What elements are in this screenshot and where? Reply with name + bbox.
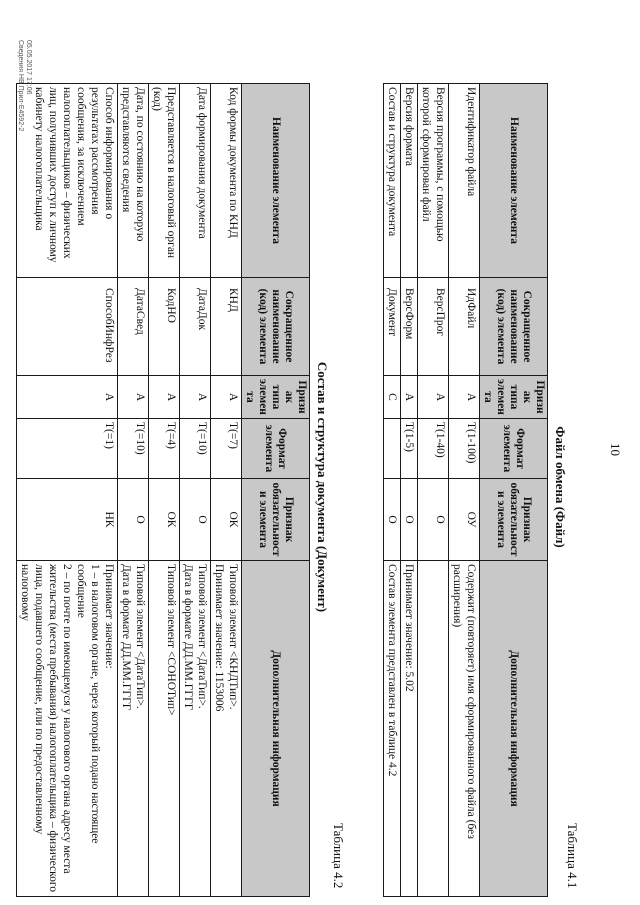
table-row — [118, 84, 149, 897]
cell-element-code: СпособИнфРез — [17, 278, 118, 376]
cell-element-type: А — [118, 376, 149, 419]
cell-element-code: ДатаДок — [180, 278, 211, 376]
header-cell: Признак обязательности элемента — [480, 479, 548, 561]
info-line: Дата в формате ДД.ММ.ГГГГ — [182, 564, 194, 711]
cell-element-required: О — [418, 479, 449, 561]
cell-element-name: Представляется в налоговый орган (код) — [149, 84, 180, 278]
cell-element-required: О — [384, 479, 401, 561]
cell-element-required: ОК — [211, 479, 242, 561]
cell-element-name: Состав и структура документа — [384, 84, 401, 278]
table-row — [384, 84, 401, 897]
cell-element-format: Т(1-100) — [449, 419, 480, 479]
cell-element-info: Принимает значение: 5.02 — [401, 561, 418, 897]
info-line: 1 – в налоговом органе, через который подано настоящее сообщение — [75, 564, 101, 844]
cell-element-info — [211, 561, 242, 897]
table-header-row — [242, 84, 310, 897]
cell-element-name: Версия формата — [401, 84, 418, 278]
header-cell: Наименование элемента — [480, 84, 548, 278]
cell-element-code: ВерсФорм — [401, 278, 418, 376]
info-line: Принимает значение: 1153006 — [213, 564, 225, 712]
cell-element-format: Т(=10) — [118, 419, 149, 479]
table-row — [211, 84, 242, 897]
cell-element-name: Код формы документа по КНД — [211, 84, 242, 278]
table-header-row — [480, 84, 548, 897]
header-cell: Сокращенное наименование (код) элемента — [480, 278, 548, 376]
cell-element-type: А — [418, 376, 449, 419]
table-row — [17, 84, 118, 897]
info-line: Типовой элемент <КНДТип>. — [227, 564, 239, 710]
table-4-1-caption: Файл обмена (Файл) — [553, 426, 568, 548]
cell-element-info — [17, 561, 118, 897]
cell-element-required: НК — [17, 479, 118, 561]
table-4-1 — [383, 83, 548, 897]
cell-element-info — [418, 561, 449, 897]
cell-element-info: Состав элемента представлен в таблице 4.2 — [384, 561, 401, 897]
cell-element-format: Т(=1) — [17, 419, 118, 479]
cell-element-format: Т(1-5) — [401, 419, 418, 479]
cell-element-required: О — [118, 479, 149, 561]
cell-element-name: Способ информирования о результатах рассмотрения сообщения, за исключением налогоплательщиков – физических лиц, получивших доступ к личному кабинету налогоплательщика — [17, 84, 118, 278]
cell-element-name: Дата, по состоянию на которую представляются сведения — [118, 84, 149, 278]
cell-element-info: Содержит (повторяет) имя сформированного файла (без расширения) — [449, 561, 480, 897]
cell-element-format: Т(1-40) — [418, 419, 449, 479]
table-row — [401, 84, 418, 897]
info-line: Принимает значение: — [103, 564, 115, 669]
page-number: 10 — [608, 443, 623, 456]
cell-element-name: Дата формирования документа — [180, 84, 211, 278]
info-line: Типовой элемент <СОНОТип> — [165, 564, 177, 716]
cell-element-required: О — [180, 479, 211, 561]
header-cell: Формат элемента — [242, 419, 310, 479]
table-row — [149, 84, 180, 897]
info-line: Дата в формате ДД.ММ.ГГГГ — [120, 564, 132, 711]
cell-element-type: А — [401, 376, 418, 419]
header-cell: Формат элемента — [480, 419, 548, 479]
cell-element-format: Т(=10) — [180, 419, 211, 479]
cell-element-type: А — [449, 376, 480, 419]
table-4-2-caption: Состав и структура документа (Документ) — [315, 361, 330, 613]
cell-element-info — [149, 561, 180, 897]
cell-element-code: ДатаСвед — [118, 278, 149, 376]
cell-element-format — [384, 419, 401, 479]
table-row — [449, 84, 480, 897]
stamp-line: Сведения НВ Прил-Е4592-2 — [17, 40, 24, 132]
cell-element-code: ВерсПрог — [418, 278, 449, 376]
header-cell: Признак обязательности элемента — [242, 479, 310, 561]
header-cell: Сокращенное наименование (код) элемента — [242, 278, 310, 376]
document-stamp — [16, 40, 32, 131]
cell-element-type: С — [384, 376, 401, 419]
cell-element-code: КодНО — [149, 278, 180, 376]
info-line: 2 – по почте по имеющемуся у налогового органа адресу места жительства (места пребывания) налогоплательщика – физического лица, подавшего сообщение, или по предоставленному налоговому — [19, 564, 73, 893]
cell-element-type: А — [211, 376, 242, 419]
cell-element-name: Идентификатор файла — [449, 84, 480, 278]
cell-element-code: КНД — [211, 278, 242, 376]
header-cell: Признак типа элемента — [242, 376, 310, 419]
cell-element-required: ОУ — [449, 479, 480, 561]
cell-element-type: А — [17, 376, 118, 419]
cell-element-info — [118, 561, 149, 897]
table-row — [180, 84, 211, 897]
header-cell: Наименование элемента — [242, 84, 310, 278]
header-cell: Дополнительная информация — [242, 561, 310, 897]
header-cell: Признак типа элемента — [480, 376, 548, 419]
cell-element-type: А — [180, 376, 211, 419]
table-4-2 — [16, 83, 310, 897]
cell-element-info — [180, 561, 211, 897]
cell-element-format: Т(=4) — [149, 419, 180, 479]
stamp-line: 05.05.2017 17:06 — [25, 40, 32, 95]
cell-element-required: О — [401, 479, 418, 561]
cell-element-name: Версия программы, с помощью которой сформирован файл — [418, 84, 449, 278]
info-line: Типовой элемент <ДатаТип>. — [134, 564, 146, 709]
cell-element-required: ОК — [149, 479, 180, 561]
cell-element-code: ИдФайл — [449, 278, 480, 376]
header-cell: Дополнительная информация — [480, 561, 548, 897]
table-row — [418, 84, 449, 897]
cell-element-type: А — [149, 376, 180, 419]
table-4-2-label: Таблица 4.2 — [331, 823, 346, 889]
cell-element-code: Документ — [384, 278, 401, 376]
cell-element-format: Т(=7) — [211, 419, 242, 479]
table-4-1-label: Таблица 4.1 — [565, 823, 580, 889]
info-line: Типовой элемент <ДатаТип>. — [196, 564, 208, 709]
